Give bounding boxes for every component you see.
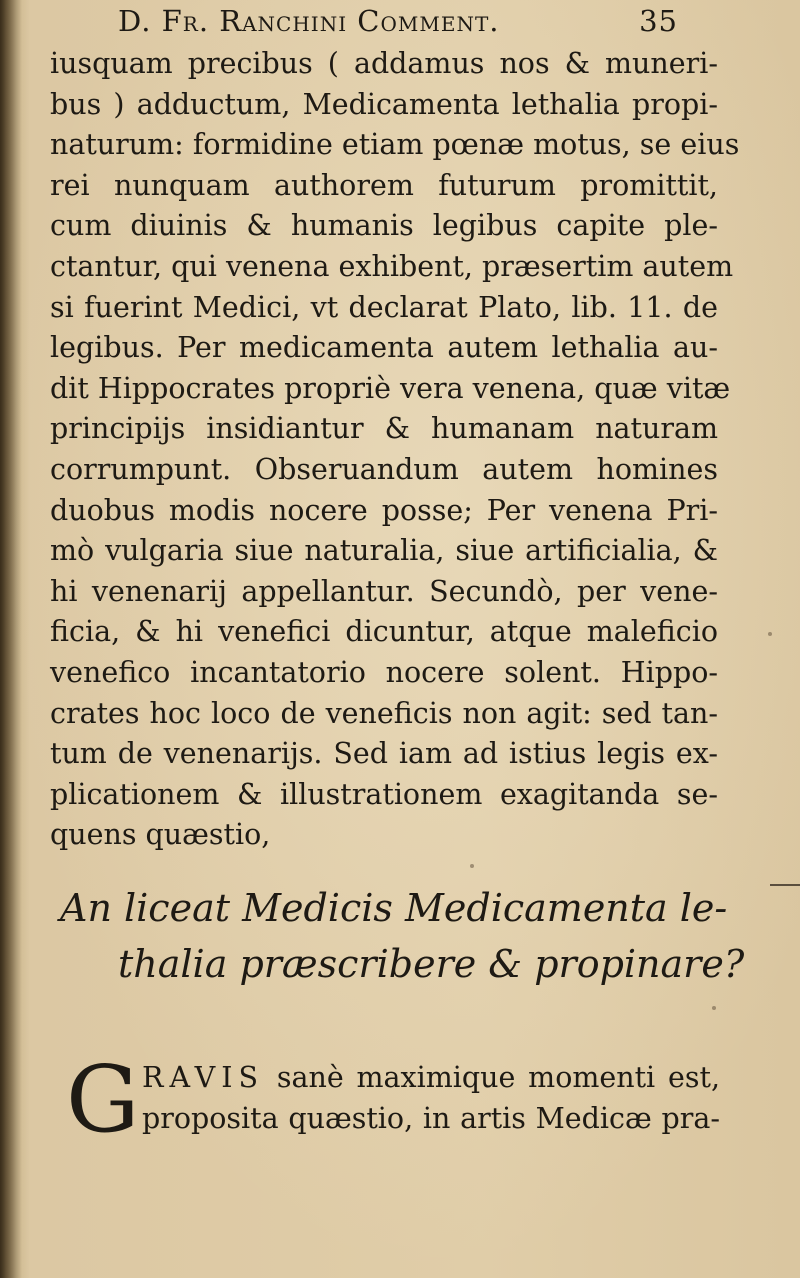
text-line: mò vulgaria siue naturalia, siue artificialia, & xyxy=(50,534,718,568)
text-line: corrumpunt. Obseruandum autem homines xyxy=(50,452,718,486)
running-head xyxy=(118,4,678,40)
text-line: quens quæstio, xyxy=(50,818,271,852)
gutter-shadow xyxy=(0,0,22,1278)
text-line: hi venenarij appellantur. Secundò, per vene- xyxy=(50,574,718,608)
text-line: crates hoc loco de veneficis non agit: sed tan- xyxy=(50,696,718,730)
ink-spot xyxy=(470,864,474,868)
section-heading-line-2: thalia præscribere & propinare? xyxy=(118,942,745,986)
text-line: legibus. Per medicamenta autem lethalia au- xyxy=(50,331,718,365)
text-line: ctantur, qui venena exhibent, præsertim autem xyxy=(50,249,734,283)
text-line: naturum: formidine etiam pœnæ motus, se eius xyxy=(50,128,740,162)
section-heading xyxy=(60,880,745,992)
text-line: iusquam precibus ( addamus nos & muneri- xyxy=(50,47,718,80)
text-line: tum de venenarijs. Sed iam ad istius legis ex- xyxy=(50,737,718,771)
drop-cap: G xyxy=(66,1046,140,1153)
text-line: duobus modis nocere posse; Per venena Pri- xyxy=(50,493,718,527)
running-head-title: D. Fr. Ranchini Comment. xyxy=(118,4,500,38)
text-fragment: sanè maximique momenti est, xyxy=(276,1061,721,1094)
text-line: si fuerint Medici, vt declarat Plato, lib. 11. de xyxy=(50,290,718,324)
second-paragraph xyxy=(66,1046,721,1153)
text-line: venefico incantatorio nocere solent. Hippo- xyxy=(50,655,718,689)
text-line xyxy=(142,1058,720,1099)
opening-word: RAVIS xyxy=(142,1061,264,1094)
text-line: ficia, & hi venefici dicuntur, atque maleficio xyxy=(50,615,718,649)
text-line: dit Hippocrates propriè vera venena, quæ vitæ xyxy=(50,371,731,405)
page-number: 35 xyxy=(639,4,678,38)
main-paragraph xyxy=(50,44,740,856)
text-line: cum diuinis & humanis legibus capite ple- xyxy=(50,209,718,243)
text-line: plicationem & illustrationem exagitanda se- xyxy=(50,777,718,811)
section-heading-line-1: An liceat Medicis Medicamenta le- xyxy=(60,886,728,930)
page-edge-mark xyxy=(770,884,800,886)
text-line: principijs insidiantur & humanam naturam xyxy=(50,412,718,446)
ink-spot xyxy=(712,1006,716,1010)
ink-spot xyxy=(768,632,772,636)
text-line: bus ) adductum, Medicamenta lethalia propi- xyxy=(50,87,718,121)
text-line: rei nunquam authorem futurum promittit, xyxy=(50,168,718,202)
text-line: proposita quæstio, in artis Medicæ pra- xyxy=(142,1101,720,1135)
